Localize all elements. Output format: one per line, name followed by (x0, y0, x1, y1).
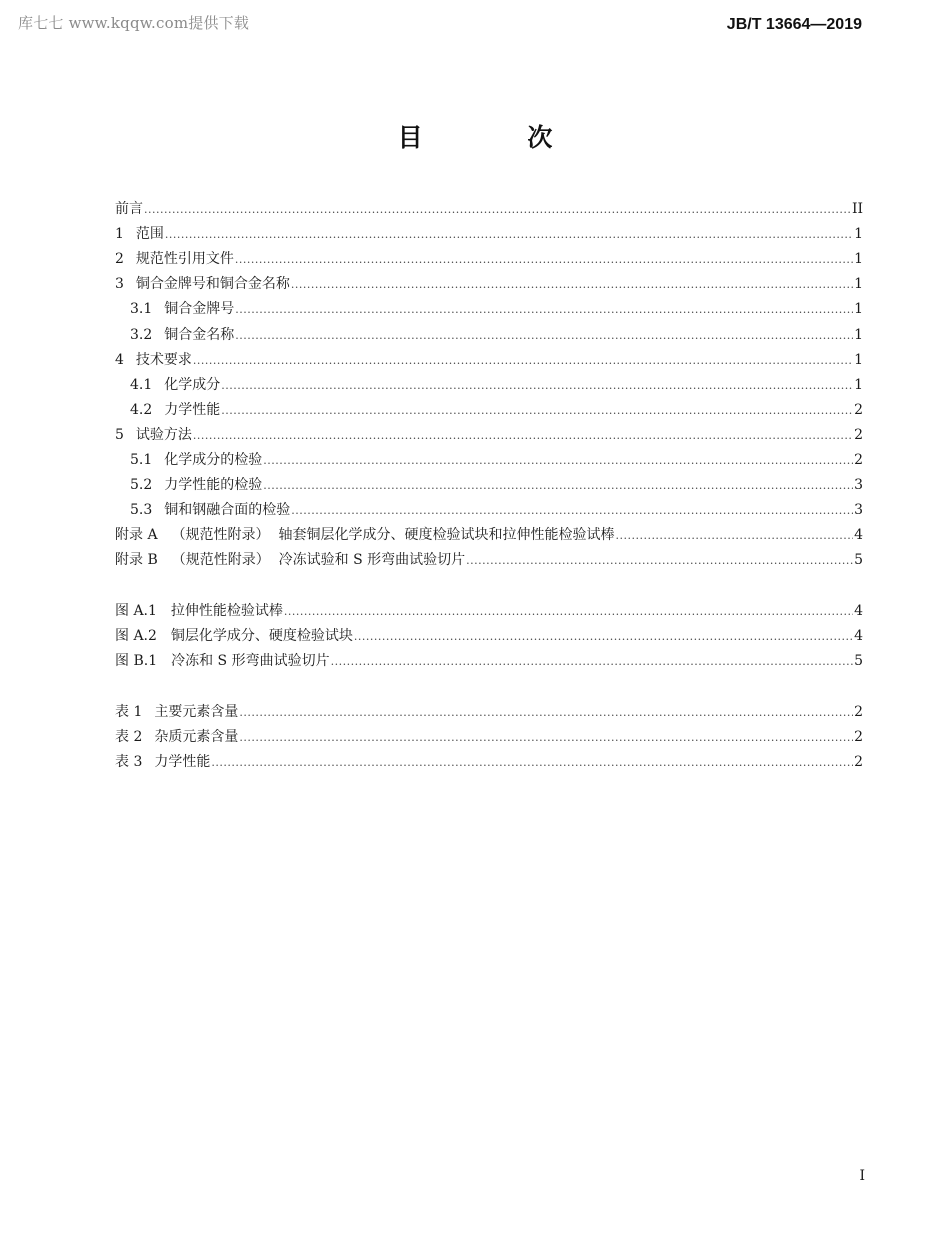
dot-leader (211, 752, 853, 774)
toc-entry[interactable] (115, 273, 863, 295)
entry-page-number: 1 (854, 301, 863, 318)
toc-entry[interactable] (130, 324, 863, 346)
table-entry[interactable] (115, 751, 863, 773)
entry-page-number: 3 (854, 502, 863, 519)
toc-entry[interactable] (130, 474, 863, 496)
entry-title: 铜合金名称 (164, 326, 235, 343)
dot-leader (239, 727, 853, 749)
toc-entry[interactable] (130, 449, 863, 471)
dot-leader (239, 702, 853, 724)
entry-number: 4.2 (130, 401, 153, 418)
dot-leader (331, 651, 853, 673)
entry-title: 力学性能 (154, 754, 211, 770)
toc-entry[interactable] (115, 198, 863, 220)
entry-number: 5.2 (130, 477, 153, 494)
entry-title: 规范性引用文件 (135, 251, 234, 268)
entry-title: 杂质元素含量 (154, 728, 239, 745)
dot-leader (221, 375, 853, 397)
entry-title: 技术要求 (135, 351, 192, 368)
entry-page-number: 1 (854, 351, 863, 368)
figure-entry[interactable] (115, 650, 863, 672)
entry-number: 5.1 (130, 452, 153, 468)
entry-title: 铜合金牌号 (164, 301, 235, 318)
entry-page-number: 2 (854, 728, 863, 745)
toc-entry[interactable] (130, 399, 863, 421)
dot-leader (466, 550, 853, 572)
figure-entry[interactable] (115, 600, 863, 622)
entry-number: 2 (115, 251, 124, 268)
dot-leader (193, 350, 853, 372)
entry-title: 前言 (115, 201, 143, 217)
entry-page-number: 1 (854, 251, 863, 268)
entry-page-number: 2 (854, 426, 863, 443)
entry-number: 表 2 (115, 728, 143, 745)
entry-page-number: 2 (854, 452, 863, 468)
entry-page-number: 4 (854, 602, 863, 619)
entry-page-number: 1 (854, 376, 863, 393)
toc-entry[interactable] (115, 424, 863, 446)
figure-entry[interactable] (115, 625, 863, 647)
entry-number: 5 (115, 426, 124, 443)
dot-leader (235, 249, 853, 271)
entry-number: 表 3 (115, 754, 143, 770)
dot-leader (354, 626, 853, 648)
entry-number: 附录 A (115, 527, 158, 544)
toc-entry[interactable] (130, 374, 863, 396)
toc-entry[interactable] (115, 349, 863, 371)
entry-title: 化学成分 (164, 376, 221, 393)
standard-number: JB/T 13664—2019 (726, 16, 862, 33)
dot-leader (193, 425, 853, 447)
entry-title: （规范性附录） 轴套铜层化学成分、硬度检验试块和拉伸性能检验试棒 (171, 527, 615, 544)
dot-leader (235, 299, 853, 321)
toc-entry[interactable] (115, 524, 863, 546)
entry-page-number: 2 (854, 754, 863, 770)
toc-entry[interactable] (130, 298, 863, 320)
entry-number: 4 (115, 351, 124, 368)
entry-title: 冷冻和 S 形弯曲试验切片 (171, 652, 330, 669)
entry-page-number: 3 (854, 477, 863, 494)
entry-title: （规范性附录） 冷冻试验和 S 形弯曲试验切片 (171, 552, 466, 569)
entry-number: 3 (115, 276, 124, 293)
entry-page-number: 4 (854, 627, 863, 644)
dot-leader (615, 525, 853, 547)
toc-entry[interactable] (115, 223, 863, 245)
dot-leader (263, 450, 853, 472)
dot-leader (284, 601, 853, 623)
page-number: I (859, 1168, 865, 1184)
entry-number: 5.3 (130, 502, 153, 519)
entry-page-number: 5 (854, 652, 863, 669)
toc-entry[interactable] (130, 499, 863, 521)
toc-entry[interactable] (115, 549, 863, 571)
entry-title: 力学性能 (164, 401, 221, 418)
entry-title: 铜层化学成分、硬度检验试块 (170, 627, 353, 644)
entry-number: 表 1 (115, 703, 143, 720)
page-title: 目 次 (397, 123, 601, 152)
watermark: 库七七 www.kqqw.com提供下载 (18, 14, 250, 32)
entry-title: 范围 (135, 226, 164, 243)
entry-title: 主要元素含量 (154, 703, 239, 720)
entry-number: 附录 B (115, 552, 158, 569)
entry-title: 拉伸性能检验试棒 (170, 602, 283, 619)
entry-number: 1 (115, 226, 124, 243)
dot-leader (263, 475, 853, 497)
entry-number: 图 B.1 (115, 652, 158, 669)
entry-page-number: 2 (854, 401, 863, 418)
entry-number: 3.1 (130, 301, 153, 318)
entry-page-number: 1 (854, 276, 863, 293)
entry-page-number: 4 (854, 527, 863, 544)
entry-title: 力学性能的检验 (164, 477, 263, 494)
dot-leader (144, 199, 851, 221)
entry-page-number: 1 (854, 326, 863, 343)
entry-number: 图 A.1 (115, 602, 157, 619)
entry-title: 铜合金牌号和铜合金名称 (135, 276, 290, 293)
dot-leader (291, 500, 853, 522)
entry-page-number: 5 (854, 552, 863, 569)
entry-title: 试验方法 (135, 426, 192, 443)
dot-leader (235, 325, 853, 347)
dot-leader (165, 224, 853, 246)
entry-number: 4.1 (130, 376, 153, 393)
dot-leader (221, 400, 853, 422)
table-entry[interactable] (115, 726, 863, 748)
entry-page-number: II (851, 201, 863, 217)
entry-number: 图 A.2 (115, 627, 157, 644)
entry-number: 3.2 (130, 326, 153, 343)
toc-entry[interactable] (115, 248, 863, 270)
entry-page-number: 1 (854, 226, 863, 243)
dot-leader (291, 274, 853, 296)
table-entry[interactable] (115, 701, 863, 723)
entry-title: 化学成分的检验 (164, 452, 263, 468)
entry-title: 铜和钢融合面的检验 (164, 502, 291, 519)
entry-page-number: 2 (854, 703, 863, 720)
